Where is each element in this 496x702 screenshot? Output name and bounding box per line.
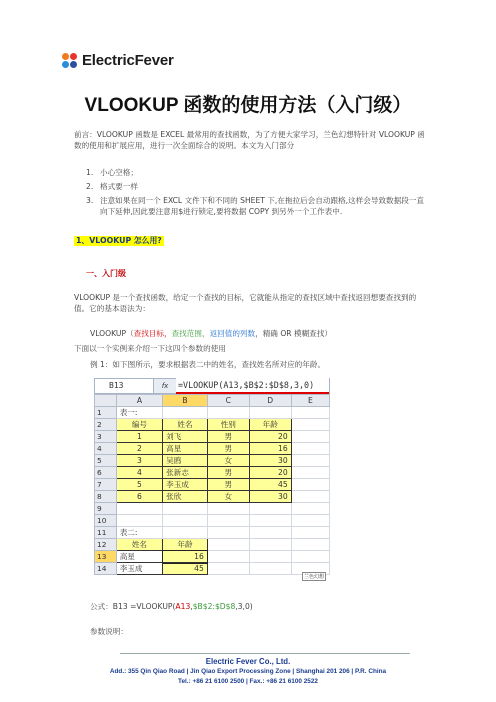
- spreadsheet-cell[interactable]: 高星: [163, 443, 208, 455]
- spreadsheet-cell[interactable]: [249, 515, 291, 527]
- spreadsheet-cell[interactable]: [207, 407, 249, 419]
- spreadsheet-cell[interactable]: 张新志: [163, 467, 208, 479]
- spreadsheet-cell[interactable]: 姓名: [163, 419, 208, 431]
- logo-mark-icon: [62, 53, 78, 69]
- spreadsheet-row: [95, 419, 330, 431]
- syntax-prefix: VLOOKUP（: [90, 329, 134, 338]
- spreadsheet-cell[interactable]: 30: [249, 491, 291, 503]
- spreadsheet-cell[interactable]: [249, 551, 291, 563]
- spreadsheet-cell[interactable]: [291, 539, 329, 551]
- spreadsheet-cell[interactable]: 45: [163, 563, 208, 575]
- column-header[interactable]: D: [249, 395, 291, 407]
- formula-input[interactable]: =VLOOKUP(A13,$B$2:$D$8,3,0): [176, 378, 329, 394]
- row-header[interactable]: 13: [95, 551, 117, 563]
- spreadsheet-row: [95, 479, 330, 491]
- row-header[interactable]: 11: [95, 527, 117, 539]
- document-title: VLOOKUP 函数的使用方法（入门级）: [84, 95, 412, 116]
- row-header[interactable]: 3: [95, 431, 117, 443]
- spreadsheet-cell[interactable]: [249, 539, 291, 551]
- spreadsheet-cell[interactable]: 男: [207, 479, 249, 491]
- row-header[interactable]: 7: [95, 479, 117, 491]
- spreadsheet-row: [95, 551, 330, 563]
- spreadsheet-cell[interactable]: 李玉成: [116, 563, 162, 575]
- row-header[interactable]: 5: [95, 455, 117, 467]
- column-header[interactable]: C: [207, 395, 249, 407]
- spreadsheet-cell[interactable]: [207, 563, 249, 575]
- row-header[interactable]: 12: [95, 539, 117, 551]
- spreadsheet-cell[interactable]: [249, 407, 291, 419]
- spreadsheet-cell[interactable]: [291, 527, 329, 539]
- row-header[interactable]: 8: [95, 491, 117, 503]
- column-header[interactable]: E: [291, 395, 329, 407]
- spreadsheet-cell[interactable]: [207, 515, 249, 527]
- row-header[interactable]: 4: [95, 443, 117, 455]
- corner-cell: [95, 395, 117, 407]
- spreadsheet-row: [95, 503, 330, 515]
- spreadsheet-cell[interactable]: 2: [116, 443, 162, 455]
- syntax-arg-column: 返回值的列数: [209, 329, 256, 338]
- spreadsheet-cell[interactable]: [207, 539, 249, 551]
- footer-tel: Tel.: +86 21 6100 2500 | Fax.: +86 21 6100 2522: [178, 678, 318, 685]
- spreadsheet-row: [95, 515, 330, 527]
- row-header[interactable]: 14: [95, 563, 117, 575]
- spreadsheet-cell[interactable]: 3: [116, 455, 162, 467]
- formula-prefix: 公式：B13 =VLOOKUP(: [90, 602, 176, 611]
- description-paragraph: VLOOKUP 是一个查找函数，给定一个查找的目标，它就能从指定的查找区域中查找返回想要查找到的值。它的基本语法为：: [74, 293, 417, 313]
- row-header[interactable]: 10: [95, 515, 117, 527]
- example-line: 例 1：如下图所示，要求根据表二中的姓名，查找姓名所对应的年龄。: [90, 360, 326, 369]
- spreadsheet-cell[interactable]: [207, 551, 249, 563]
- spreadsheet-cell[interactable]: 女: [207, 491, 249, 503]
- spreadsheet-cell[interactable]: [291, 419, 329, 431]
- row-header[interactable]: 9: [95, 503, 117, 515]
- spreadsheet-cell[interactable]: 6: [116, 491, 162, 503]
- column-header[interactable]: A: [116, 395, 162, 407]
- spreadsheet-cell[interactable]: [116, 503, 162, 515]
- spreadsheet-cell[interactable]: 性别: [207, 419, 249, 431]
- spreadsheet-cell[interactable]: [207, 503, 249, 515]
- spreadsheet-image: [94, 378, 330, 586]
- row-header[interactable]: 2: [95, 419, 117, 431]
- spreadsheet-cell[interactable]: 5: [116, 479, 162, 491]
- spreadsheet-cell[interactable]: 男: [207, 431, 249, 443]
- spreadsheet-row: [95, 527, 330, 539]
- spreadsheet-cell[interactable]: [249, 503, 291, 515]
- spreadsheet-cell[interactable]: 高星: [116, 551, 162, 563]
- spreadsheet-cell[interactable]: [291, 431, 329, 443]
- spreadsheet-cell[interactable]: [249, 563, 291, 575]
- syntax-suffix: ）: [324, 329, 332, 338]
- spreadsheet-cell[interactable]: 20: [249, 467, 291, 479]
- spreadsheet-cell[interactable]: [291, 503, 329, 515]
- spreadsheet-cell[interactable]: [291, 443, 329, 455]
- column-header[interactable]: B: [163, 395, 208, 407]
- spreadsheet-cell[interactable]: [291, 407, 329, 419]
- spreadsheet-cell[interactable]: [163, 527, 208, 539]
- spreadsheet-row: [95, 407, 330, 419]
- intro-paragraph: 前言：VLOOKUP 函数是 EXCEL 最常用的查找函数，为了方便大家学习，兰色幻想特针对 VLOOKUP 函数的使用和扩展应用，进行一次全面综合的说明。本文为入门部分: [74, 130, 425, 150]
- formula-sep: ,: [190, 602, 193, 611]
- spreadsheet-cell[interactable]: 45: [249, 479, 291, 491]
- syntax-line: VLOOKUP（查找目标，查找范围，返回值的列数，精确 OR 模糊查找）: [90, 329, 332, 338]
- spreadsheet-cell[interactable]: [291, 479, 329, 491]
- spreadsheet-cell[interactable]: 表一:: [116, 407, 162, 419]
- spreadsheet-cell[interactable]: 1: [116, 431, 162, 443]
- spreadsheet-cell[interactable]: 年龄: [163, 539, 208, 551]
- spreadsheet-cell[interactable]: 16: [249, 443, 291, 455]
- spreadsheet-cell[interactable]: 16: [163, 551, 208, 563]
- spreadsheet-cell[interactable]: 女: [207, 455, 249, 467]
- spreadsheet-row: [95, 455, 330, 467]
- list-item: [86, 181, 436, 192]
- spreadsheet-cell[interactable]: 编号: [116, 419, 162, 431]
- watermark-label: 兰色幻想: [304, 574, 325, 580]
- spreadsheet-cell[interactable]: 年龄: [249, 419, 291, 431]
- spreadsheet-cell[interactable]: [249, 527, 291, 539]
- spreadsheet-cell[interactable]: 姓名: [116, 539, 162, 551]
- spreadsheet-cell[interactable]: [163, 503, 208, 515]
- list-text: 注意如果在同一个 EXCL 文件下和不同的 SHEET 下,在拖拉后会自动跟格,这样会导致数据段一直向下延伸,因此要注意用$进行锁定,要将数据 COPY 到另外一个工作表中.: [100, 196, 425, 216]
- spreadsheet-row: [95, 431, 330, 443]
- subsection-heading: 一、入门级: [86, 269, 126, 278]
- footer-divider: [120, 653, 410, 654]
- spreadsheet-cell[interactable]: [291, 515, 329, 527]
- footer-company: Electric Fever Co., Ltd.: [205, 657, 291, 666]
- spreadsheet-cell[interactable]: [163, 407, 208, 419]
- spreadsheet-cell[interactable]: 30: [249, 455, 291, 467]
- spreadsheet-row: [95, 491, 330, 503]
- spreadsheet-row: [95, 443, 330, 455]
- spreadsheet-cell[interactable]: 刘飞: [163, 431, 208, 443]
- syntax-arg-lookup: 查找目标: [133, 329, 164, 338]
- spreadsheet-cell[interactable]: 表二:: [116, 527, 162, 539]
- spreadsheet-cell[interactable]: 男: [207, 443, 249, 455]
- formula-rest: ,3,0): [235, 602, 253, 611]
- spreadsheet-cell[interactable]: 张欣: [163, 491, 208, 503]
- numbered-list: [86, 167, 436, 217]
- spreadsheet-cell[interactable]: [291, 491, 329, 503]
- spreadsheet-row: [95, 539, 330, 551]
- logo-text: ElectricFever: [82, 52, 174, 69]
- list-item: [86, 167, 436, 178]
- list-item: [86, 195, 436, 217]
- spreadsheet-cell[interactable]: [207, 527, 249, 539]
- section-heading: 1、VLOOKUP 怎么用?: [76, 236, 162, 245]
- list-number: 2.: [86, 182, 94, 191]
- formula-line: [90, 601, 253, 612]
- spreadsheet-cell[interactable]: [291, 551, 329, 563]
- spreadsheet-cell[interactable]: 李玉成: [163, 479, 208, 491]
- fx-icon: fx: [161, 382, 169, 390]
- syntax-arg-match: 精确 OR 模糊查找: [262, 329, 325, 338]
- row-header[interactable]: 1: [95, 407, 117, 419]
- spreadsheet-cell[interactable]: 男: [207, 467, 249, 479]
- formula-arg-lookup: A13: [175, 602, 191, 611]
- spreadsheet-cell[interactable]: 20: [249, 431, 291, 443]
- spreadsheet-cell[interactable]: [291, 455, 329, 467]
- spreadsheet-cell[interactable]: [116, 515, 162, 527]
- formula-bar: [94, 378, 330, 394]
- row-header[interactable]: 6: [95, 467, 117, 479]
- spreadsheet-row: [95, 563, 330, 575]
- list-number: 1.: [86, 168, 94, 177]
- company-logo: [62, 52, 174, 69]
- footer-address: Add.: 355 Qin Qiao Road | Jin Qiao Export Processing Zone | Shanghai 201 206 | P.R. China: [109, 668, 387, 675]
- name-box[interactable]: B13: [95, 379, 154, 393]
- spreadsheet-row: [95, 467, 330, 479]
- spreadsheet-cell[interactable]: [291, 467, 329, 479]
- intro-example-line: 下面以一个实例来介绍一下这四个参数的使用: [74, 344, 226, 353]
- params-label: 参数说明：: [90, 627, 128, 636]
- list-number: 3.: [86, 196, 94, 205]
- list-text: 小心空格；: [100, 168, 138, 177]
- spreadsheet-cell[interactable]: 吴鸥: [163, 455, 208, 467]
- spreadsheet-cell[interactable]: [163, 515, 208, 527]
- spreadsheet-grid: [94, 394, 330, 575]
- syntax-arg-range: 查找范围: [171, 329, 202, 338]
- list-text: 格式要一样: [100, 182, 138, 191]
- spreadsheet-cell[interactable]: 4: [116, 467, 162, 479]
- formula-arg-range: $B$2:$D$8: [192, 602, 236, 611]
